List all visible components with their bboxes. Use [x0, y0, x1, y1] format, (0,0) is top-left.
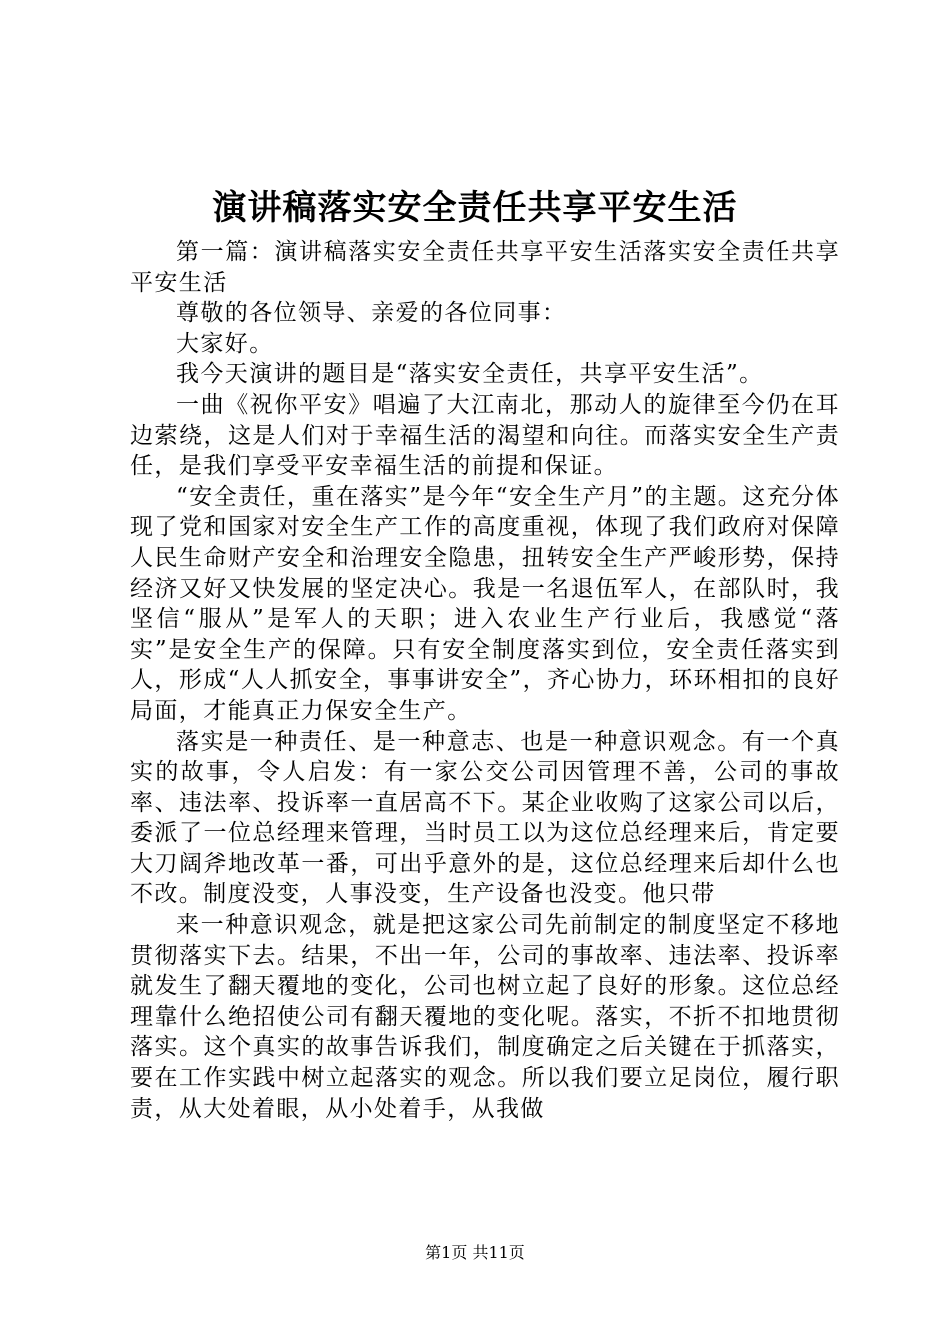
paragraph: “安全责任，重在落实”是今年“安全生产月”的主题。这充分体现了党和国家对安全生产工作的高度重视，体现了我们政府对保障人民生命财产安全和治理安全隐患，扭转安全生产严峻形势，保持经济又好又快发展的坚定决心。我是一名退伍军人，在部队时，我坚信“服从”是军人的天职；进入农业生产行业后，我感觉“落实”是安全生产的保障。只有安全制度落实到位，安全责任落实到人，形成“人人抓安全，事事讲安全”，齐心协力，环环相扣的良好局面，才能真正力保安全生产。 — [130, 483, 840, 724]
document-body — [130, 237, 840, 1124]
page-title: 演讲稿落实安全责任共享平安生活 — [212, 188, 738, 228]
paragraph: 落实是一种责任、是一种意志、也是一种意识观念。有一个真实的故事，令人启发：有一家公交公司因管理不善，公司的事故率、违法率、投诉率一直居高不下。某企业收购了这家公司以后，委派了一位总经理来管理，当时员工以为这位总经理来后，肯定要大刀阔斧地改革一番，可出乎意外的是，这位总经理来后却什么也不改。制度没变，人事没变，生产设备也没变。他只带 — [130, 728, 840, 908]
paragraph: 我今天演讲的题目是“落实安全责任，共享平安生活”。 — [176, 361, 764, 388]
paragraph: 一曲《祝你平安》唱遍了大江南北，那动人的旋律至今仍在耳边萦绕，这是人们对于幸福生活的渴望和向往。而落实安全生产责任，是我们享受平安幸福生活的前提和保证。 — [130, 391, 840, 480]
paragraph: 尊敬的各位领导、亲爱的各位同事： — [176, 300, 567, 327]
paragraph: 来一种意识观念，就是把这家公司先前制定的制度坚定不移地贯彻落实下去。结果，不出一年，公司的事故率、违法率、投诉率就发生了翻天覆地的变化，公司也树立起了良好的形象。这位总经理靠什么绝招使公司有翻天覆地的变化呢。落实，不折不扣地贯彻落实。这个真实的故事告诉我们，制度确定之后关键在于抓落实，要在工作实践中树立起落实的观念。所以我们要立足岗位，履行职责，从大处着眼，从小处着手，从我做 — [130, 912, 840, 1122]
page-footer: 第1页 共11页 — [425, 1243, 525, 1262]
paragraph: 大家好。 — [176, 330, 274, 357]
paragraph: 第一篇：演讲稿落实安全责任共享平安生活落实安全责任共享平安生活 — [130, 239, 840, 296]
